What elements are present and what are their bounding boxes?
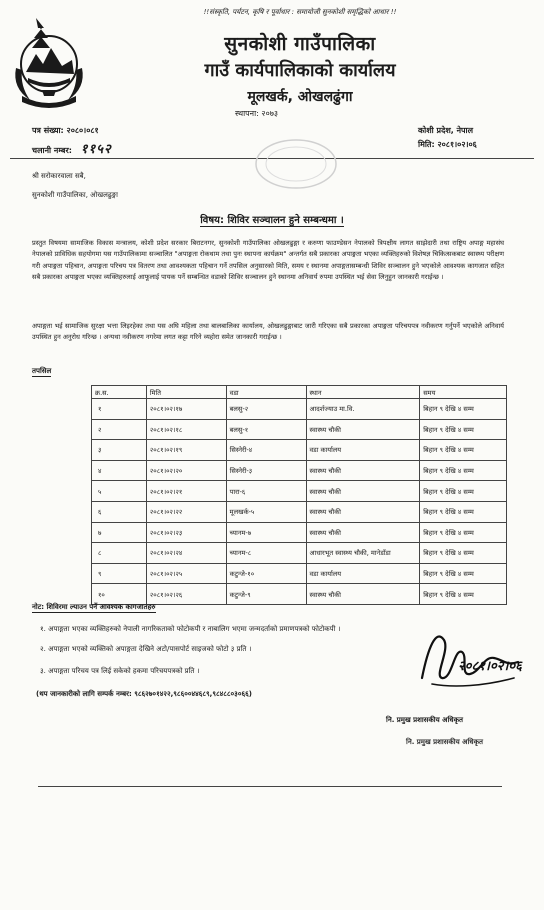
cell-date: २०८१।०२।१८ — [146, 419, 226, 440]
cell-ward: मूलखर्क-५ — [226, 501, 306, 522]
table-row — [92, 522, 507, 543]
col-header-time: समय — [420, 386, 507, 399]
cell-serial: ५ — [92, 481, 147, 502]
cell-venue: आदर्शज्याउ मा.वि. — [306, 399, 420, 420]
office-location: मूलखर्क, ओखलढुंगा — [247, 89, 353, 105]
letter-date-label: मिति: — [418, 140, 435, 149]
table-row — [92, 440, 507, 461]
col-header-date: मिति — [146, 386, 226, 399]
cell-date: २०८१।०२।२५ — [146, 563, 226, 584]
cell-time: बिहान ९ देखि ४ सम्म — [420, 481, 507, 502]
cell-time: बिहान ९ देखि ४ सम्म — [420, 584, 507, 605]
col-header-serial: क्र.स. — [92, 386, 147, 399]
recipient-line-2: सुनकोशी गाउँपालिका, ओखलढुङ्गा — [32, 191, 118, 199]
cell-time: बिहान ९ देखि ४ सम्म — [420, 501, 507, 522]
dispatch-number — [32, 139, 112, 157]
cell-serial: ८ — [92, 543, 147, 564]
cell-ward: कटुन्जे-९ — [226, 584, 306, 605]
cell-date: २०८१।०२।२१ — [146, 481, 226, 502]
cell-time: बिहान ९ देखि ४ सम्म — [420, 399, 507, 420]
cell-serial: ९ — [92, 563, 147, 584]
cell-ward: कटुन्जे-१० — [226, 563, 306, 584]
cell-venue: स्वास्थ्य चौकी — [306, 460, 420, 481]
table-row — [92, 543, 507, 564]
header-motto: !!संस्कृति, पर्यटन, कृषि र पूर्वाधार : समायोजी सुनकोशी समृद्धिको आधार !! — [203, 8, 397, 16]
cell-venue: वडा कार्यालय — [306, 563, 420, 584]
cell-ward: बलसु-२ — [226, 399, 306, 420]
recipient-line-1: श्री सरोकारवाला सबै, — [32, 172, 86, 180]
cell-date: २०८१।०२।२४ — [146, 543, 226, 564]
body-paragraph-2: अपाङ्गता भई सामाजिक सुरक्षा भत्ता लिइरहेका तथा यस अघि महिला तथा बालबालिका कार्यालय, ओखलढुङ्गाबाट जारी गरिएका सबै प्रकारका अपाङ्गता परिचयपत्र नवीकरण गर्नुपर्ने भएकोले अनिवार्य उपस्थित हुन अनुरोध गरिन्छ । अन्यथा नवीकरण नगरेमा लगत कट्टा गरिने व्यहोरा समेत जानकारी गराईन्छ । — [32, 322, 504, 342]
required-document-item-1: १. अपाङ्गता भएका व्यक्तिहरुको नेपाली नागरिकताको फोटोकपी र नाबालिग भएमा जन्मदर्ताको प्रमाणपत्रको फोटोकपी । — [40, 625, 341, 633]
letter-number-value: २०८०।०८१ — [66, 126, 99, 135]
cell-ward: पारा-६ — [226, 481, 306, 502]
dispatch-number-label: चलानी नम्बर: — [32, 146, 72, 155]
province-line: कोशी प्रदेश, नेपाल — [418, 126, 474, 135]
cell-venue: स्वास्थ्य चौकी — [306, 481, 420, 502]
letter-number-label: पत्र संख्या: — [32, 126, 64, 135]
signature-date: २०८१।०२।०६ — [458, 659, 522, 674]
required-documents-title: नोट: शिविरमा ल्याउन पर्ने आवश्यक कागजातहरु — [32, 603, 156, 611]
signatory-stamp: नि. प्रमुख प्रशासकीय अधिकृत — [406, 738, 483, 746]
letter-date — [418, 139, 477, 150]
letter-date-value: २०८१।०२।०६ — [437, 140, 477, 149]
cell-serial: ६ — [92, 501, 147, 522]
table-row — [92, 460, 507, 481]
table-row — [92, 481, 507, 502]
cell-time: बिहान ९ देखि ४ सम्म — [420, 419, 507, 440]
footer-divider — [38, 786, 502, 787]
subject-body: शिविर सञ्चालन हुने सम्बन्धमा । — [227, 215, 344, 226]
schedule-label: तपसिल — [32, 367, 52, 375]
body-paragraph-1: प्रस्तुत विषयमा सामाजिक विकास मन्त्रालय, कोशी प्रदेश सरकार बिराटनगर, सुनकोशी गाउँपालिका ओखलढुङ्गा र करुणा फाउण्डेसन नेपालको त्रिपक्षीय लागत साझेदारी तथा राष्ट्रिय अपाङ्ग महासंघ नेपालको प्राविधिक सहयोगमा यस गाउँपालिकामा सञ्चालित "अपाङ्गता रोकथाम तथा पुनः स्थापना कार्यक्रम" अन्तर्गत सबै प्रकारका अपाङ्गता भएका व्यक्तिहरुको विशेषज्ञ चिकित्सकबाट स्वास्थ्य परीक्षण गरी अपाङ्गता पहिचान, अपाङ्गता परिचय पत्र वितरण तथा आवश्यकता पहिचान गर्ने तपसिल अनुसारको मिति, समय र स्थानमा अपाङ्गतासम्बन्धी शिविर सञ्चालन हुने भएकोले आवश्यक कागजात सहित सबै प्रकारका अपाङ्गता भएका व्यक्तिहरुलाई आफूलाई पायक पर्ने सम्बन्धित वडाको शिविर सञ्चालन हुने स्थानमा अनिवार्य रुपमा उपस्थित भई सेवा लिनुहुन जानकारी गराईन्छ । — [32, 239, 504, 282]
established-year: स्थापना: २०७३ — [235, 109, 279, 118]
cell-ward: बलसु-१ — [226, 419, 306, 440]
cell-date: २०८१।०२।२६ — [146, 584, 226, 605]
subject-label: विषय: — [200, 215, 224, 226]
subject-text — [200, 215, 344, 227]
cell-serial: ३ — [92, 440, 147, 461]
required-document-item-2: २. अपाङ्गता भएको व्यक्तिको अपाङ्गता देखिने अटो/पासपोर्ट साइजको फोटो ३ प्रति । — [40, 645, 252, 653]
table-row — [92, 501, 507, 522]
table-row — [92, 419, 507, 440]
cell-venue: स्वास्थ्य चौकी — [306, 419, 420, 440]
dispatch-number-value: ११५२ — [80, 142, 112, 157]
table-row — [92, 584, 507, 605]
cell-serial: १ — [92, 399, 147, 420]
cell-date: २०८१।०२।१९ — [146, 440, 226, 461]
required-document-item-3: ३. अपाङ्गता परिचय पत्र लिई सकेको हकमा परिचयपत्रको प्रति । — [40, 667, 200, 675]
cell-time: बिहान ९ देखि ४ सम्म — [420, 440, 507, 461]
cell-date: २०८१।०२।२३ — [146, 522, 226, 543]
signature-icon — [414, 618, 524, 698]
cell-time: बिहान ९ देखि ४ सम्म — [420, 563, 507, 584]
cell-serial: ७ — [92, 522, 147, 543]
signatory-title: नि. प्रमुख प्रशासकीय अधिकृत — [386, 716, 463, 724]
cell-serial: ४ — [92, 460, 147, 481]
office-name: गाउँ कार्यपालिकाको कार्यालय — [204, 60, 396, 81]
col-header-ward: वडा — [226, 386, 306, 399]
table-row — [92, 563, 507, 584]
cell-time: बिहान ९ देखि ४ सम्म — [420, 460, 507, 481]
cell-venue: स्वास्थ्य चौकी — [306, 522, 420, 543]
letter-number — [32, 125, 99, 136]
cell-ward: सिस्नेरी-३ — [226, 460, 306, 481]
cell-date: २०८१।०२।२२ — [146, 501, 226, 522]
cell-venue: स्वास्थ्य चौकी — [306, 584, 420, 605]
cell-venue: वडा कार्यालय — [306, 440, 420, 461]
cell-ward: सिस्नेरी-४ — [226, 440, 306, 461]
col-header-venue: स्थान — [306, 386, 420, 399]
cell-time: बिहान ९ देखि ४ सम्म — [420, 543, 507, 564]
cell-ward: च्यानम-७ — [226, 522, 306, 543]
cell-ward: च्यानम-८ — [226, 543, 306, 564]
cell-venue: स्वास्थ्य चौकी — [306, 501, 420, 522]
contact-numbers: (थप जानकारीको लागि सम्पर्क नम्बर: ९८६२७०१४२२,९८६००४४६८९,९८४८८०३०६६) — [36, 690, 252, 698]
cell-date: २०८१।०२।१७ — [146, 399, 226, 420]
cell-serial: २ — [92, 419, 147, 440]
schedule-header-row — [92, 386, 507, 399]
cell-date: २०८१।०२।२० — [146, 460, 226, 481]
municipality-name: सुनकोशी गाउँपालिका — [224, 33, 376, 55]
cell-venue: आधारभूत स्वास्थ्य चौकी, मानेडाँडा — [306, 543, 420, 564]
nepal-emblem-icon — [6, 16, 92, 108]
office-seal-watermark-icon — [254, 138, 338, 190]
table-row — [92, 399, 507, 420]
cell-time: बिहान ९ देखि ४ सम्म — [420, 522, 507, 543]
cell-serial: १० — [92, 584, 147, 605]
schedule-table — [91, 385, 507, 605]
subject-line — [0, 212, 544, 226]
